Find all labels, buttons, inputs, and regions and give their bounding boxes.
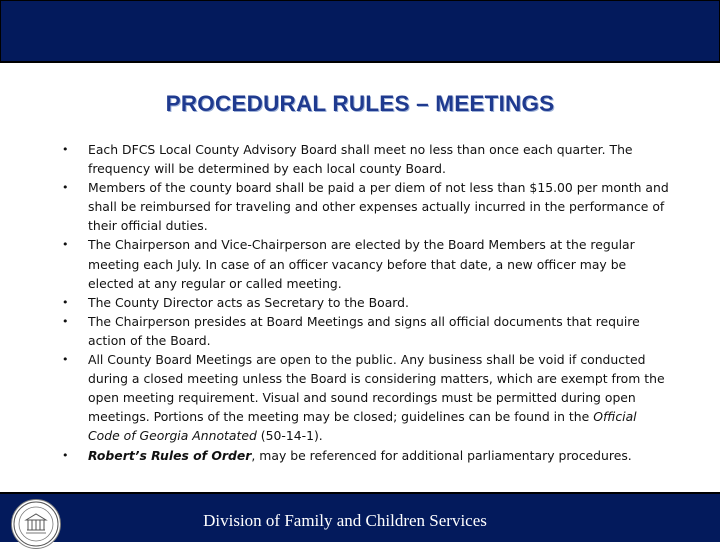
bullet-text: Each DFCS Local County Advisory Board shall meet no less than once each quarter. The frequency will be determined by each local county Board. (88, 142, 633, 177)
bullet-text: The Chairperson and Vice-Chairperson are elected by the Board Members at the regular meeting each July. In case of an officer vacancy before that date, a new officer may be elected at any regular or called meeting. (88, 237, 635, 291)
bullet-icon: • (62, 448, 69, 462)
footer-title: Division of Family and Children Services (203, 511, 487, 530)
list-item (62, 140, 672, 178)
bullet-icon: • (62, 143, 69, 156)
bullet-icon: • (62, 314, 69, 328)
bullet-icon: • (62, 295, 69, 309)
code-citation: Official Code of Georgia Annotated (88, 409, 637, 444)
list-item (62, 312, 672, 350)
slide-title: PROCEDURAL RULES – MEETINGS (165, 91, 555, 116)
list-item (62, 350, 672, 445)
bullet-icon: • (62, 238, 69, 252)
bullet-icon: • (62, 181, 69, 195)
roberts-rules-title: Robert’s Rules of Order (88, 447, 252, 463)
list-item (62, 178, 672, 235)
rules-list (62, 140, 672, 465)
bullet-text: , may be referenced for additional parliamentary procedures. (251, 447, 632, 463)
top-banner (0, 0, 720, 63)
list-item (62, 235, 672, 292)
list-item (62, 446, 672, 465)
list-item (62, 293, 672, 312)
bullet-text: The County Director acts as Secretary to the Board. (88, 294, 409, 310)
bullet-icon: • (62, 353, 69, 367)
code-section: (50-14-1). (256, 428, 323, 444)
bullet-text: All County Board Meetings are open to the public. Any business shall be void if conducted during a closed meeting unless the Board is considering matters, which are exempt from the open meeting requirement. Visual and sound recordings must be permitted during open meetings. Portions of the meeting may be closed; guidelines can be found in the (88, 352, 665, 425)
bullet-text: Members of the county board shall be paid a per diem of not less than $15.00 per month and shall be reimbursed for traveling and other expenses actually incurred in the performance of their official duties. (88, 180, 669, 234)
bullet-text: The Chairperson presides at Board Meetings and signs all official documents that require action of the Board. (88, 313, 640, 348)
